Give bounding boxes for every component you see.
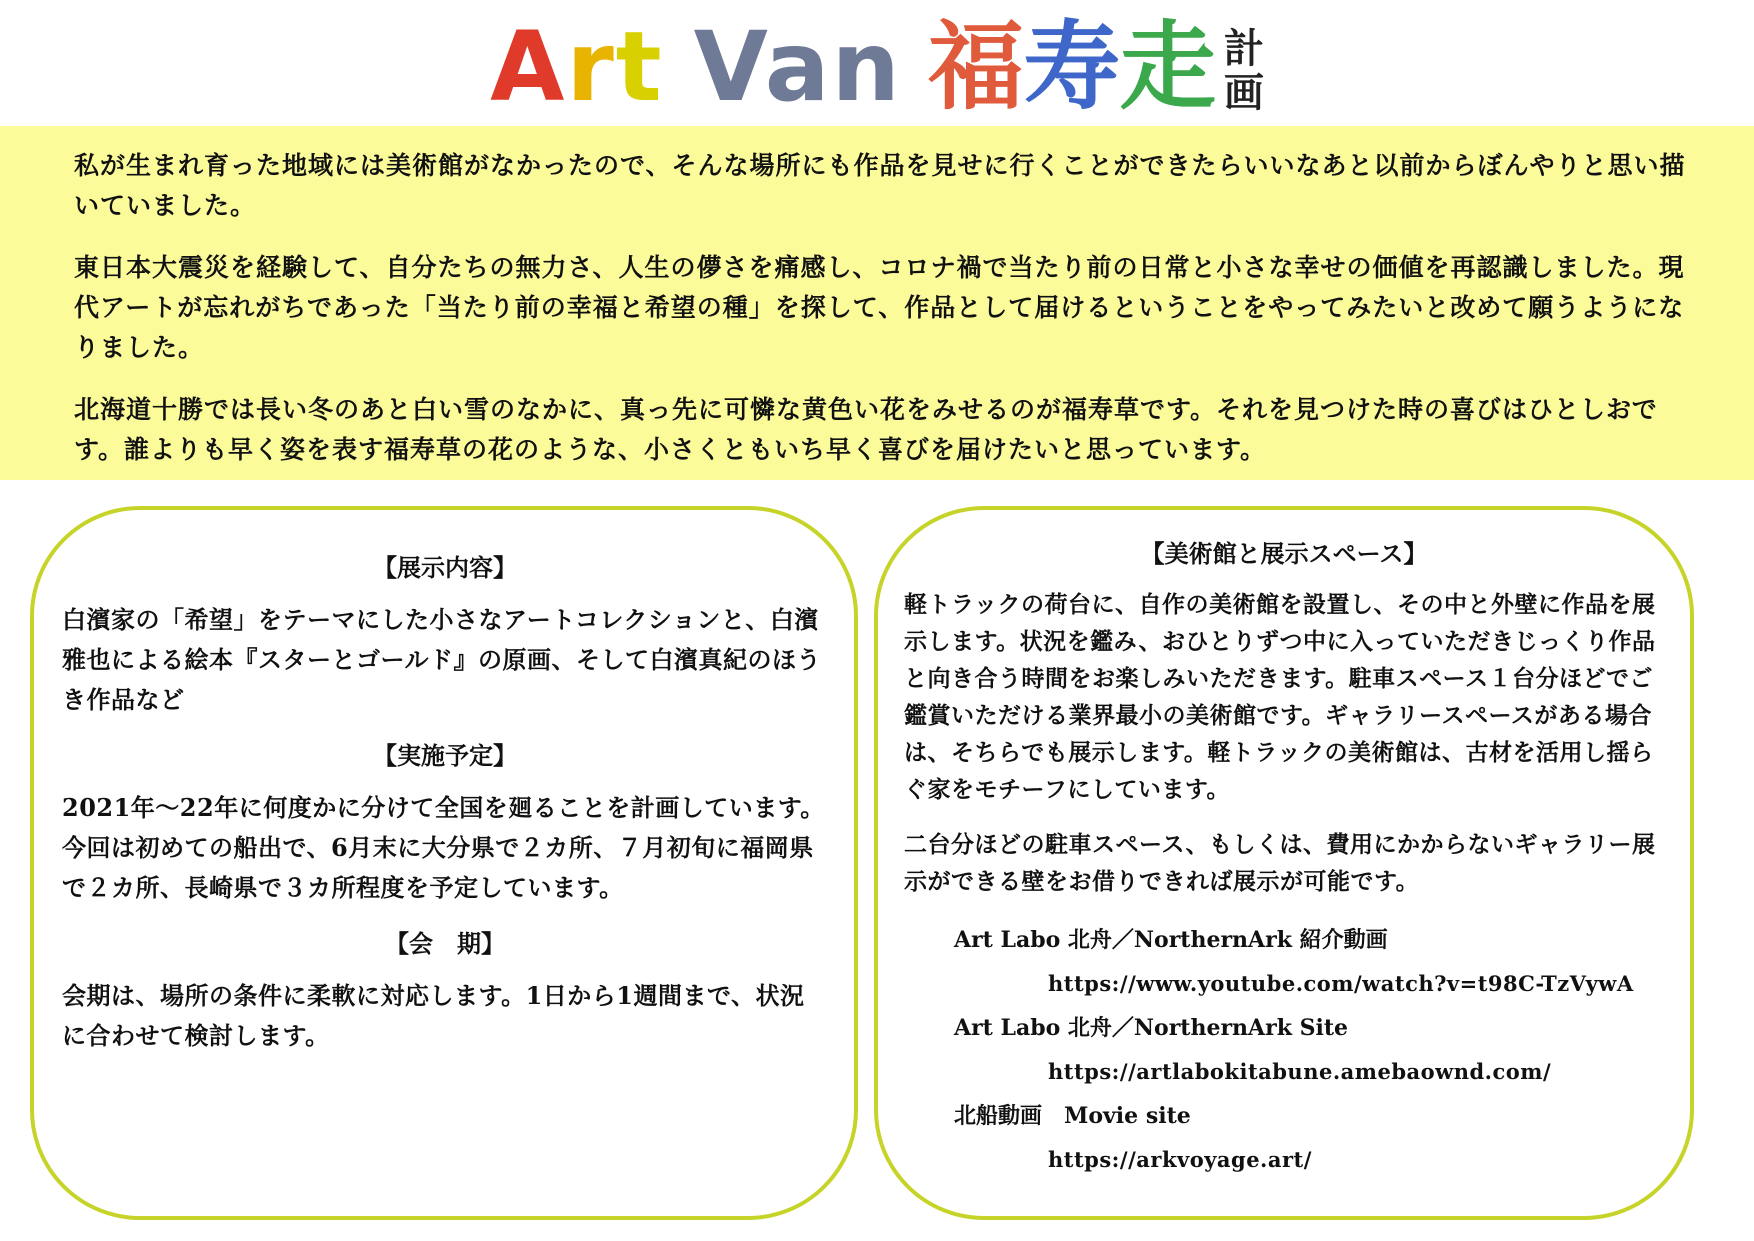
link-url-movie-site[interactable]: https://arkvoyage.art/ [1048, 1147, 1312, 1172]
intro-paragraph-1: 私が生まれ育った地域には美術館がなかったので、そんな場所にも作品を見せに行くことができたらいいなあと以前からぼんやりと思い描いていました。 [74, 151, 1686, 220]
intro-paragraph-3: 北海道十勝では長い冬のあと白い雪のなかに、真っ先に可憐な黄色い花をみせるのが福寿草です。それを見つけた時の喜びはひとしおです。誰よりも早く姿を表す福寿草の花のような、小さくともいち早く喜びを届けたいと思っています。 [74, 395, 1658, 464]
intro-section [0, 126, 1754, 480]
logo-van-text: Van [693, 11, 902, 123]
museum-text-2: 二台分ほどの駐車スペース、もしくは、費用にかからないギャラリー展示ができる壁をお借りできれば展示が可能です。 [904, 831, 1656, 895]
exhibition-info-panel [30, 506, 858, 1220]
page-title [0, 8, 1754, 126]
exhibit-text: 白濱家の「希望」をテーマにした小さなアートコレクションと、白濱雅也による絵本『スターとゴールド』の原画、そして白濱真紀のほうき作品など [62, 605, 822, 714]
logo-kanji-ju: 寿 [1023, 11, 1120, 123]
logo-art-letter: r [566, 11, 616, 123]
link-label-movie-site: 北船動画 Movie site [954, 1103, 1191, 1129]
logo-sub-kei: 計 [1223, 26, 1264, 72]
museum-text-1: 軽トラックの荷台に、自作の美術館を設置し、その中と外壁に作品を展示します。状況を鑑み、おひとりずつ中に入っていただきじっくり作品と向き合う時間をお楽しみいただきます。駐車スペース１台分ほどでご鑑賞いただける業界最小の美術館です。ギャラリースペースがある場合は、そちらでも展示します。軽トラックの美術館は、古材を活用し揺らぐ家をモチーフにしています。 [904, 591, 1656, 803]
logo-art-letter: t [615, 11, 664, 123]
logo-kanji-fuku: 福 [927, 11, 1024, 123]
link-label-intro-video: Art Labo 北舟／NorthernArk 紹介動画 [954, 927, 1388, 953]
logo-art-text [490, 11, 664, 123]
logo-subtitle [1224, 27, 1264, 115]
link-label-site: Art Labo 北舟／NorthernArk Site [954, 1015, 1349, 1041]
exhibit-heading: 【展示内容】 [373, 553, 517, 582]
schedule-text: 2021年～22年に何度かに分けて全国を廻ることを計画しています。今回は初めての船出で、6月末に大分県で２カ所、７月初旬に福岡県で２カ所、長崎県で３カ所程度を予定しています。 [62, 793, 825, 902]
logo-sub-ga: 画 [1223, 70, 1264, 116]
logo-kanji-so: 走 [1119, 11, 1216, 123]
intro-paragraph-2: 東日本大震災を経験して、自分たちの無力さ、人生の儚さを痛感し、コロナ禍で当たり前の日常と小さな幸せの価値を再認識しました。現代アートが忘れがちであった「当たり前の幸福と希望の種」を探して、作品として届けるということをやってみたいと改めて願うようになりました。 [74, 253, 1685, 362]
schedule-heading: 【実施予定】 [373, 741, 517, 770]
museum-heading: 【美術館と展示スペース】 [1140, 539, 1428, 568]
museum-space-panel [874, 506, 1694, 1220]
link-url-site[interactable]: https://artlabokitabune.amebaownd.com/ [1048, 1059, 1552, 1084]
logo-art-letter: A [490, 11, 567, 123]
period-heading: 【会 期】 [385, 929, 505, 958]
link-url-intro-video[interactable]: https://www.youtube.com/watch?v=t98C-TzVywA [1048, 971, 1634, 996]
period-text: 会期は、場所の条件に柔軟に対応します。1日から1週間まで、状況に合わせて検討します。 [62, 981, 805, 1050]
logo-kanji [927, 11, 1264, 123]
logo-art-a [490, 11, 664, 123]
